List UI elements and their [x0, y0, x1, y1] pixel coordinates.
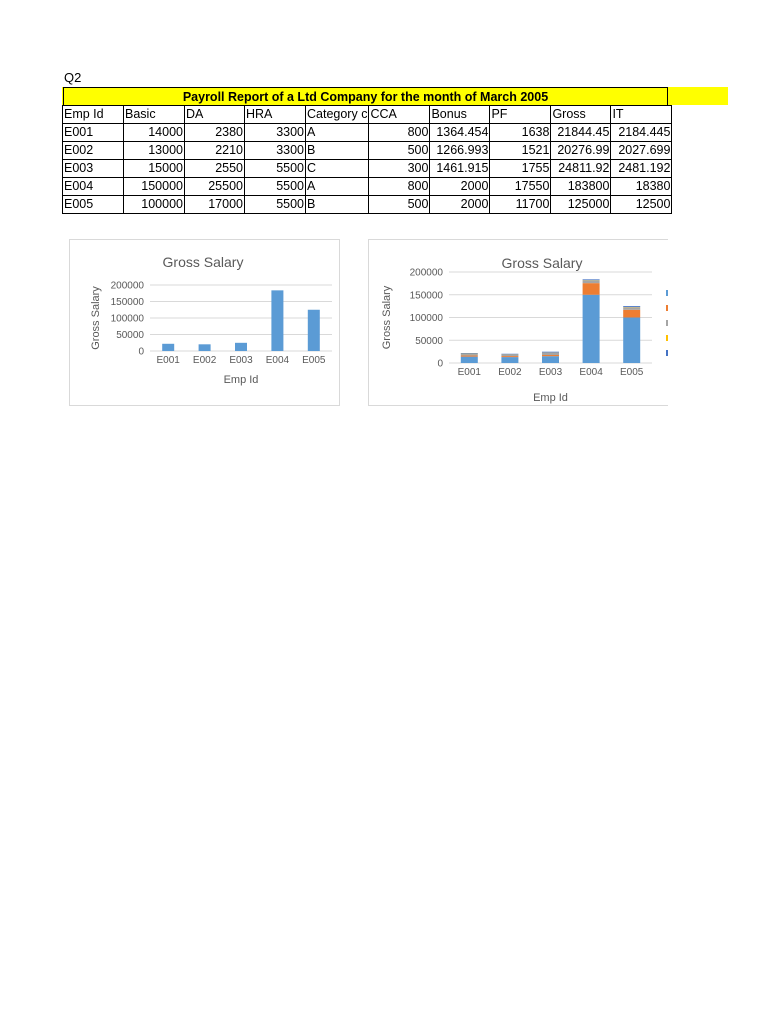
column-header[interactable]: CCA	[369, 106, 430, 124]
bar	[199, 344, 211, 351]
bar	[235, 343, 247, 351]
table-cell[interactable]: B	[306, 142, 369, 160]
x-tick-label: E005	[620, 367, 644, 378]
bar-segment	[623, 318, 640, 364]
bar-segment	[461, 356, 478, 357]
table-cell[interactable]: 2184.445	[611, 124, 672, 142]
bar-segment	[542, 352, 559, 353]
x-tick-label: E003	[229, 355, 253, 366]
table-cell[interactable]: 20276.99	[551, 142, 611, 160]
gross-salary-stacked-chart-svg	[369, 240, 668, 406]
table-cell[interactable]: 300	[369, 160, 430, 178]
y-tick-label: 50000	[415, 335, 443, 347]
table-cell[interactable]: 13000	[124, 142, 185, 160]
legend-marker	[666, 350, 668, 356]
y-tick-label: 150000	[409, 290, 443, 302]
column-header[interactable]: PF	[490, 106, 551, 124]
bar-segment	[623, 307, 640, 310]
table-row	[63, 160, 672, 178]
table-cell[interactable]: E003	[63, 160, 124, 178]
table-cell[interactable]: 1755	[490, 160, 551, 178]
table-cell[interactable]: 125000	[551, 196, 611, 214]
table-cell[interactable]: 18380	[611, 178, 672, 196]
table-cell[interactable]: 17000	[185, 196, 245, 214]
y-tick-label: 100000	[110, 313, 144, 325]
y-tick-label: 150000	[110, 297, 144, 308]
table-cell[interactable]: 5500	[245, 196, 306, 214]
column-header[interactable]: Gross	[551, 106, 611, 124]
table-cell[interactable]: 1521	[490, 142, 551, 160]
bar-segment	[501, 356, 518, 357]
table-cell[interactable]: 2210	[185, 142, 245, 160]
payroll-table	[62, 105, 672, 214]
bar-segment	[461, 357, 478, 363]
table-cell[interactable]: E005	[63, 196, 124, 214]
table-cell[interactable]: 3300	[245, 142, 306, 160]
column-header[interactable]: IT	[611, 106, 672, 124]
table-cell[interactable]: 2481.192	[611, 160, 672, 178]
table-cell[interactable]: 5500	[245, 178, 306, 196]
x-tick-label: E004	[265, 355, 290, 366]
table-cell[interactable]: 3300	[245, 124, 306, 142]
table-cell[interactable]: E002	[63, 142, 124, 160]
table-cell[interactable]: 17550	[490, 178, 551, 196]
x-tick-label: E002	[498, 367, 522, 378]
table-cell[interactable]: 2000	[430, 178, 490, 196]
table-cell[interactable]: 11700	[490, 196, 551, 214]
y-tick-label: 200000	[409, 267, 443, 279]
table-cell[interactable]: 1638	[490, 124, 551, 142]
bar	[271, 290, 283, 351]
y-axis-label: Gross Salary	[90, 286, 102, 350]
column-header[interactable]: Bonus	[430, 106, 490, 124]
bar-segment	[542, 356, 559, 363]
bar-segment	[501, 355, 518, 357]
table-cell[interactable]: A	[306, 178, 369, 196]
x-tick-label: E002	[192, 355, 217, 366]
table-cell[interactable]: 2380	[185, 124, 245, 142]
x-tick-label: E001	[457, 367, 481, 378]
table-cell[interactable]: B	[306, 196, 369, 214]
table-row	[63, 196, 672, 214]
column-header[interactable]: Category c	[306, 106, 369, 124]
bar-segment	[501, 354, 518, 355]
column-header[interactable]: HRA	[245, 106, 306, 124]
bar-segment	[501, 357, 518, 363]
bar-segment	[583, 295, 600, 363]
bar-segment	[623, 310, 640, 318]
column-header[interactable]: Basic	[124, 106, 185, 124]
legend-marker	[666, 305, 668, 311]
bar-segment	[461, 353, 478, 354]
table-cell[interactable]: 800	[369, 178, 430, 196]
x-tick-label: E005	[302, 355, 326, 366]
table-header-row	[63, 106, 672, 124]
bar-segment	[583, 279, 600, 280]
x-axis-label: Emp Id	[223, 374, 259, 386]
table-row	[63, 124, 672, 142]
y-tick-label: 100000	[409, 313, 443, 324]
y-tick-label: 50000	[116, 330, 144, 341]
bar-segment	[542, 353, 559, 356]
table-cell[interactable]: 14000	[124, 124, 185, 142]
x-tick-label: E001	[156, 355, 180, 366]
x-tick-label: E003	[538, 367, 563, 378]
table-cell[interactable]: A	[306, 124, 369, 142]
table-cell[interactable]: E001	[63, 124, 124, 142]
table-cell[interactable]: 183800	[551, 178, 611, 196]
table-cell[interactable]: 25500	[185, 178, 245, 196]
table-row	[63, 142, 672, 160]
table-cell[interactable]: E004	[63, 178, 124, 196]
y-tick-label: 200000	[110, 280, 144, 292]
gross-salary-chart[interactable]	[69, 239, 340, 406]
bar-segment	[623, 306, 640, 307]
table-cell[interactable]: 150000	[124, 178, 185, 196]
x-tick-label: E004	[579, 367, 603, 378]
legend-marker	[666, 320, 668, 326]
x-axis-label: Emp Id	[533, 392, 568, 404]
table-cell[interactable]: 12500	[611, 196, 672, 214]
table-cell[interactable]: 2000	[430, 196, 490, 214]
table-cell[interactable]: 15000	[124, 160, 185, 178]
table-cell[interactable]: 24811.92	[551, 160, 611, 178]
gross-salary-chart-svg	[70, 240, 340, 406]
table-cell[interactable]: 5500	[245, 160, 306, 178]
table-cell[interactable]: 500	[369, 142, 430, 160]
table-row	[63, 178, 672, 196]
bar-segment	[542, 355, 559, 356]
report-title: Payroll Report of a Ltd Company for the month of March 2005	[63, 87, 668, 105]
y-tick-label: 0	[138, 346, 144, 358]
legend-marker	[666, 290, 668, 296]
bar	[308, 310, 320, 351]
table-cell[interactable]: 100000	[124, 196, 185, 214]
bar	[162, 344, 174, 351]
table-cell[interactable]: 2027.699	[611, 142, 672, 160]
chart-title: Gross Salary	[162, 254, 244, 270]
bar-segment	[583, 281, 600, 284]
column-header[interactable]: Emp Id	[63, 106, 124, 124]
question-label: Q2	[64, 70, 82, 85]
table-cell[interactable]: 1364.454	[430, 124, 490, 142]
y-tick-label: 0	[437, 358, 443, 370]
table-cell[interactable]: 1266.993	[430, 142, 490, 160]
y-axis-label: Gross Salary	[381, 285, 393, 350]
legend-marker	[666, 335, 668, 341]
table-cell[interactable]: 500	[369, 196, 430, 214]
column-header[interactable]: DA	[185, 106, 245, 124]
table-cell[interactable]: 2550	[185, 160, 245, 178]
table-cell[interactable]: 800	[369, 124, 430, 142]
bar-segment	[461, 354, 478, 356]
chart-title: Gross Salary	[501, 255, 583, 271]
bar-segment	[583, 283, 600, 295]
table-cell[interactable]: 1461.915	[430, 160, 490, 178]
gross-salary-stacked-chart[interactable]	[368, 239, 668, 406]
table-cell[interactable]: C	[306, 160, 369, 178]
table-cell[interactable]: 21844.45	[551, 124, 611, 142]
